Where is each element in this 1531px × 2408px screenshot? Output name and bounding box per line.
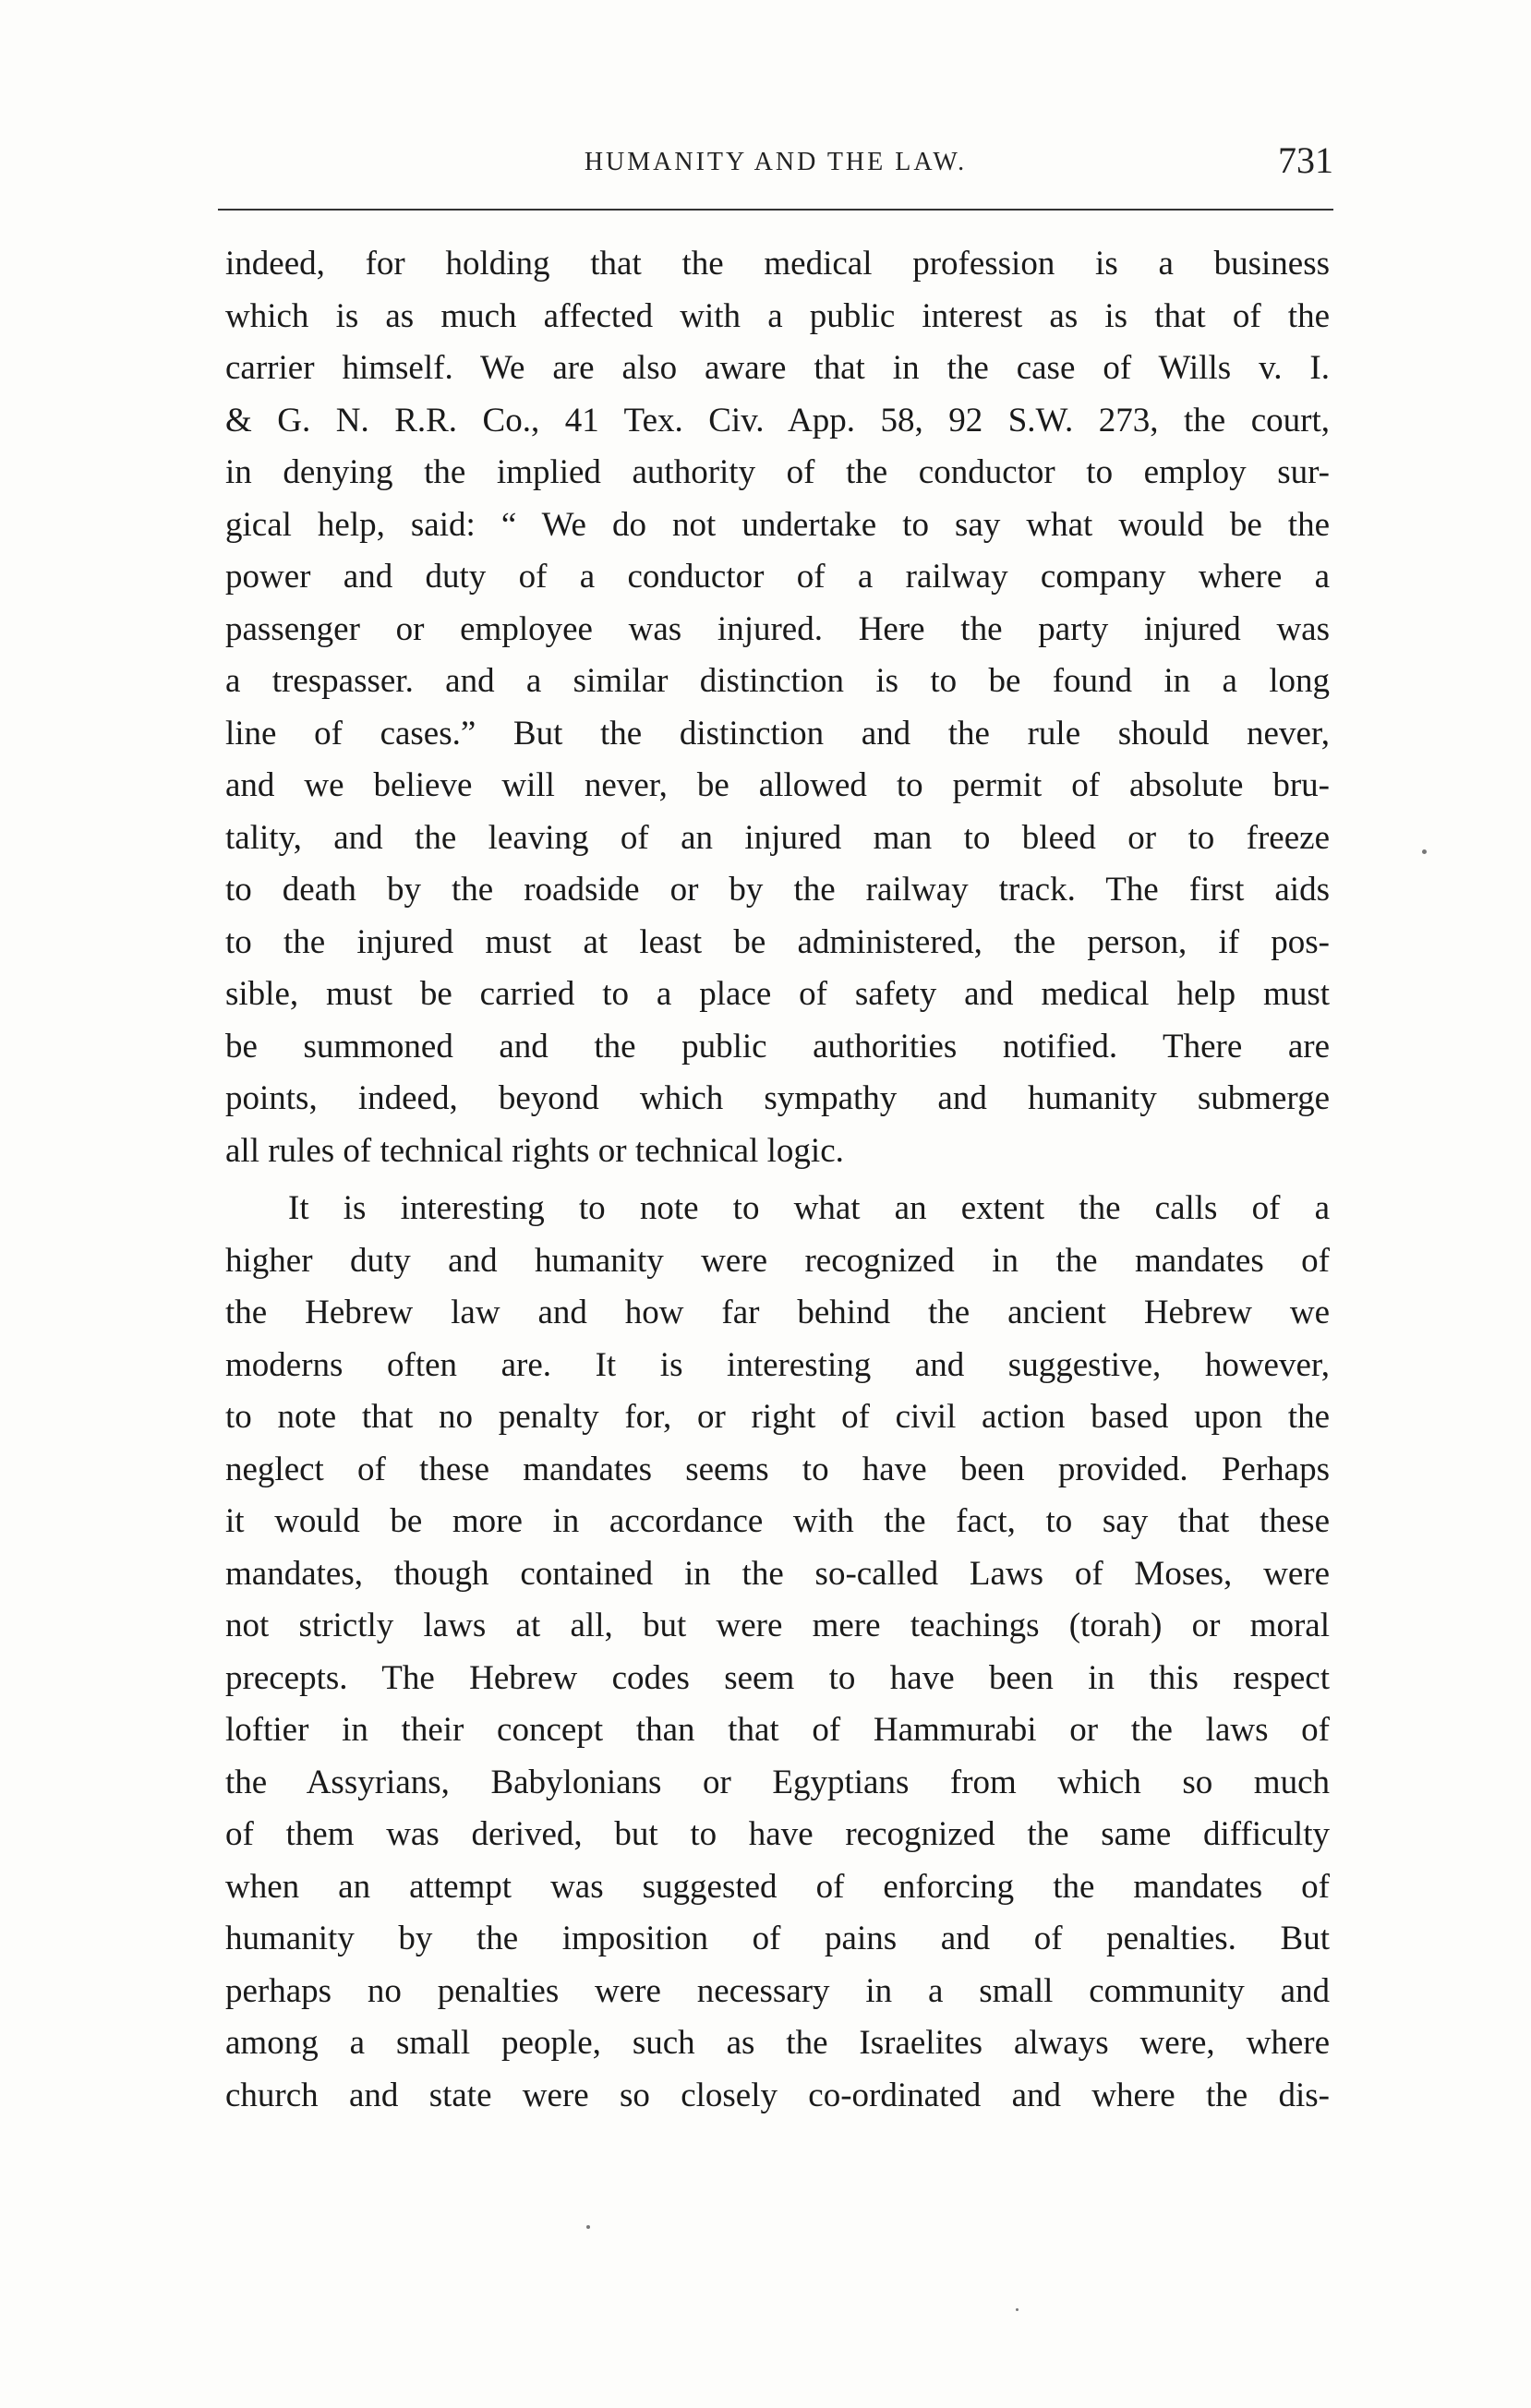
text-line: moderns often are. It is interesting and suggestive, however, <box>225 1345 1330 1384</box>
text-line: higher duty and humanity were recognized in the mandates of <box>225 1241 1330 1280</box>
running-head <box>218 138 1333 203</box>
text-line: of them was derived, but to have recognized the same difficulty <box>225 1815 1330 1853</box>
text-line: not strictly laws at all, but were mere teachings (torah) or moral <box>225 1607 1330 1644</box>
text-line: points, indeed, beyond which sympathy and humanity submerge <box>225 1079 1330 1117</box>
text-line: carrier himself. We are also aware that in the case of Wills v. I. <box>225 349 1330 387</box>
text-line: precepts. The Hebrew codes seem to have been in this respect <box>225 1658 1330 1697</box>
text-line: mandates, though contained in the so-called Laws of Moses, were <box>225 1554 1330 1593</box>
text-line: line of cases.” But the distinction and the rule should never, <box>225 714 1330 752</box>
text-line: to the injured must at least be administered, the person, if pos- <box>225 922 1330 961</box>
text-line: indeed, for holding that the medical profession is a business <box>225 245 1330 283</box>
text-line: to note that no penalty for, or right of civil action based upon the <box>225 1398 1330 1436</box>
text-line: gical help, said: “ We do not undertake to say what would be the <box>225 505 1330 544</box>
paragraph-2 <box>225 1183 1330 2122</box>
text-line: in denying the implied authority of the conductor to employ sur- <box>225 453 1330 491</box>
text-line: the Assyrians, Babylonians or Egyptians from which so much <box>225 1763 1330 1801</box>
text-line: to death by the roadside or by the railway track. The first aids <box>225 871 1330 909</box>
body-text <box>225 238 1330 2122</box>
text-line: which is as much affected with a public interest as is that of the <box>225 296 1330 335</box>
scan-speck <box>586 2225 590 2229</box>
text-line: It is interesting to note to what an extent the calls of a <box>288 1189 1330 1227</box>
text-line: church and state were so closely co-ordinated and where the dis- <box>225 2076 1330 2114</box>
text-line: sible, must be carried to a place of safety and medical help must <box>225 975 1330 1013</box>
text-line: tality, and the leaving of an injured man to bleed or to freeze <box>225 818 1330 857</box>
text-line: the Hebrew law and how far behind the ancient Hebrew we <box>225 1294 1330 1331</box>
text-line: neglect of these mandates seems to have been provided. Perhaps <box>225 1450 1330 1488</box>
text-line: passenger or employee was injured. Here the party injured was <box>225 609 1330 648</box>
header-rule <box>218 209 1333 211</box>
text-line: when an attempt was suggested of enforcing the mandates of <box>225 1867 1330 1906</box>
text-line: it would be more in accordance with the fact, to say that these <box>225 1502 1330 1540</box>
scan-speck <box>1422 849 1427 854</box>
running-title: HUMANITY AND THE LAW. <box>584 148 968 176</box>
text-line: loftier in their concept than that of Hammurabi or the laws of <box>225 1711 1330 1749</box>
text-line: a trespasser. and a similar distinction is to be found in a long <box>225 662 1330 700</box>
text-line: & G. N. R.R. Co., 41 Tex. Civ. App. 58, 92 S.W. 273, the court, <box>225 401 1330 439</box>
text-line: all rules of technical rights or technical logic. <box>225 1131 844 1170</box>
text-line: among a small people, such as the Israelites always were, where <box>225 2024 1330 2062</box>
page-number: 731 <box>1278 139 1333 181</box>
paragraph-1 <box>225 238 1330 1177</box>
text-line: humanity by the imposition of pains and of penalties. But <box>225 1920 1330 1957</box>
text-line: power and duty of a conductor of a railway company where a <box>225 558 1330 596</box>
text-line: perhaps no penalties were necessary in a small community and <box>225 1971 1330 2010</box>
text-line: be summoned and the public authorities notified. There are <box>225 1027 1330 1066</box>
text-line: and we believe will never, be allowed to permit of absolute bru- <box>225 766 1330 804</box>
scan-speck <box>1016 2308 1019 2311</box>
